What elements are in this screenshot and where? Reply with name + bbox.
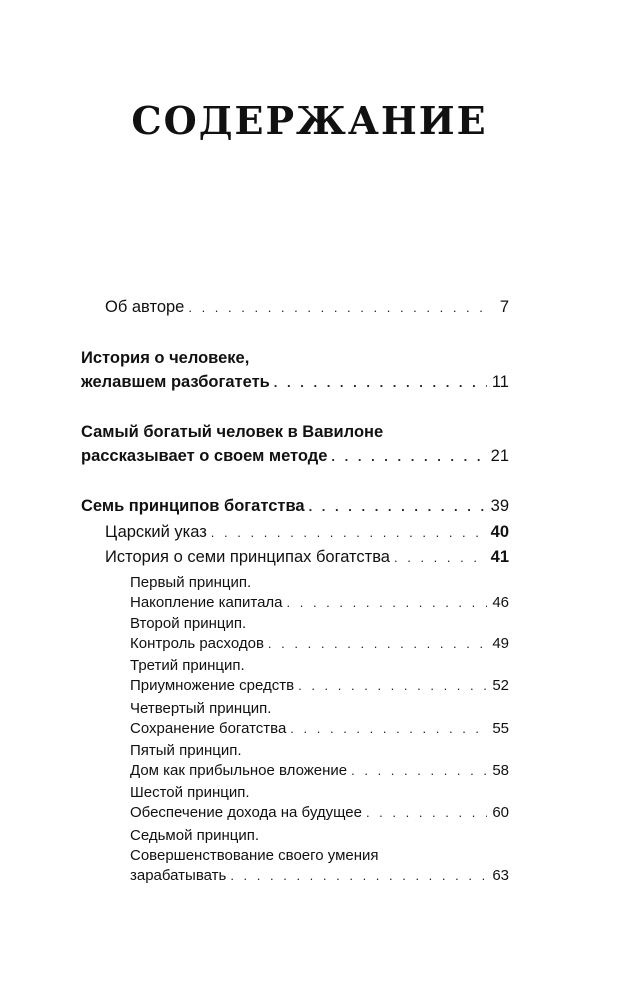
toc-entry-principle-5[interactable] xyxy=(130,741,509,781)
toc-entry-title: зарабатывать xyxy=(130,867,227,884)
toc-entry-richest-man[interactable] xyxy=(81,420,509,469)
toc-entry-story-seven-principles[interactable] xyxy=(105,545,509,570)
toc-page-number: 21 xyxy=(490,447,509,465)
toc-entry-title: Приумножение средств xyxy=(130,677,295,694)
toc-entry-title: Первый принцип. xyxy=(130,574,252,591)
toc-leader-dots xyxy=(230,866,487,886)
toc-page-number: 58 xyxy=(492,762,509,779)
toc-leader-dots xyxy=(211,521,487,545)
toc-page-number: 11 xyxy=(491,373,509,391)
toc-page-number: 60 xyxy=(492,804,509,821)
toc-entry-title: Накопление капитала xyxy=(130,594,283,611)
toc-entry-title: Сохранение богатства xyxy=(130,720,287,737)
toc-entry-story-man[interactable] xyxy=(81,346,509,395)
toc-page-number: 52 xyxy=(492,677,509,694)
toc-page-number: 41 xyxy=(490,548,509,566)
toc-page-number: 7 xyxy=(499,298,509,316)
toc-entry-royal-decree[interactable] xyxy=(105,520,509,545)
toc-entry-title: Дом как прибыльное вложение xyxy=(130,762,348,779)
toc-leader-dots xyxy=(274,371,487,395)
toc-entry-principle-4[interactable] xyxy=(130,699,509,739)
toc-entry-principle-6[interactable] xyxy=(130,783,509,823)
toc-leader-dots xyxy=(298,676,487,696)
toc-leader-dots xyxy=(331,445,486,469)
toc-entry-seven-principles[interactable] xyxy=(81,494,509,519)
toc-page-number: 39 xyxy=(490,497,509,515)
toc-leader-dots xyxy=(309,495,487,519)
toc-entry-title: Царский указ xyxy=(105,523,207,541)
page-title: СОДЕРЖАНИЕ xyxy=(131,98,488,143)
toc-page-number: 55 xyxy=(492,720,509,737)
toc-entry-title: Обеспечение дохода на будущее xyxy=(130,804,362,821)
toc-leader-dots xyxy=(268,634,487,654)
toc-leader-dots xyxy=(287,593,487,613)
toc-entry-title: рассказывает о своем методе xyxy=(81,447,328,465)
toc-entry-principle-7[interactable] xyxy=(130,826,509,886)
toc-leader-dots xyxy=(351,761,487,781)
toc-entry-title: Самый богатый человек в Вавилоне xyxy=(81,423,384,441)
toc-entry-principle-1[interactable] xyxy=(130,573,509,613)
toc-entry-title: Совершенствование своего умения xyxy=(130,847,379,864)
toc-entry-title: Седьмой принцип. xyxy=(130,827,260,844)
toc-entry-title: Четвертый принцип. xyxy=(130,700,272,717)
toc-entry-about-author[interactable] xyxy=(105,295,509,320)
toc-entry-title: Семь принципов богатства xyxy=(81,497,305,515)
toc-entry-title: Контроль расходов xyxy=(130,635,264,652)
toc-entry-principle-2[interactable] xyxy=(130,614,509,654)
toc-entry-title: Второй принцип. xyxy=(130,615,247,632)
toc-leader-dots xyxy=(188,296,487,320)
toc-entry-title: Об авторе xyxy=(105,298,185,316)
toc-page-number: 63 xyxy=(492,867,509,884)
toc-entry-title: История о человеке, xyxy=(81,349,250,367)
toc-page-number: 46 xyxy=(492,594,509,611)
toc-leader-dots xyxy=(366,803,487,823)
toc-page-number: 40 xyxy=(490,523,509,541)
toc-leader-dots xyxy=(394,546,487,570)
toc-entry-title: Пятый принцип. xyxy=(130,742,242,759)
toc-entry-title: Шестой принцип. xyxy=(130,784,250,801)
toc-entry-title: История о семи принципах богатства xyxy=(105,548,390,566)
toc-leader-dots xyxy=(290,719,487,739)
toc-entry-principle-3[interactable] xyxy=(130,656,509,696)
toc-entry-title: Третий принцип. xyxy=(130,657,245,674)
toc-page-number: 49 xyxy=(492,635,509,652)
toc-entry-title: желавшем разбогатеть xyxy=(81,373,270,391)
